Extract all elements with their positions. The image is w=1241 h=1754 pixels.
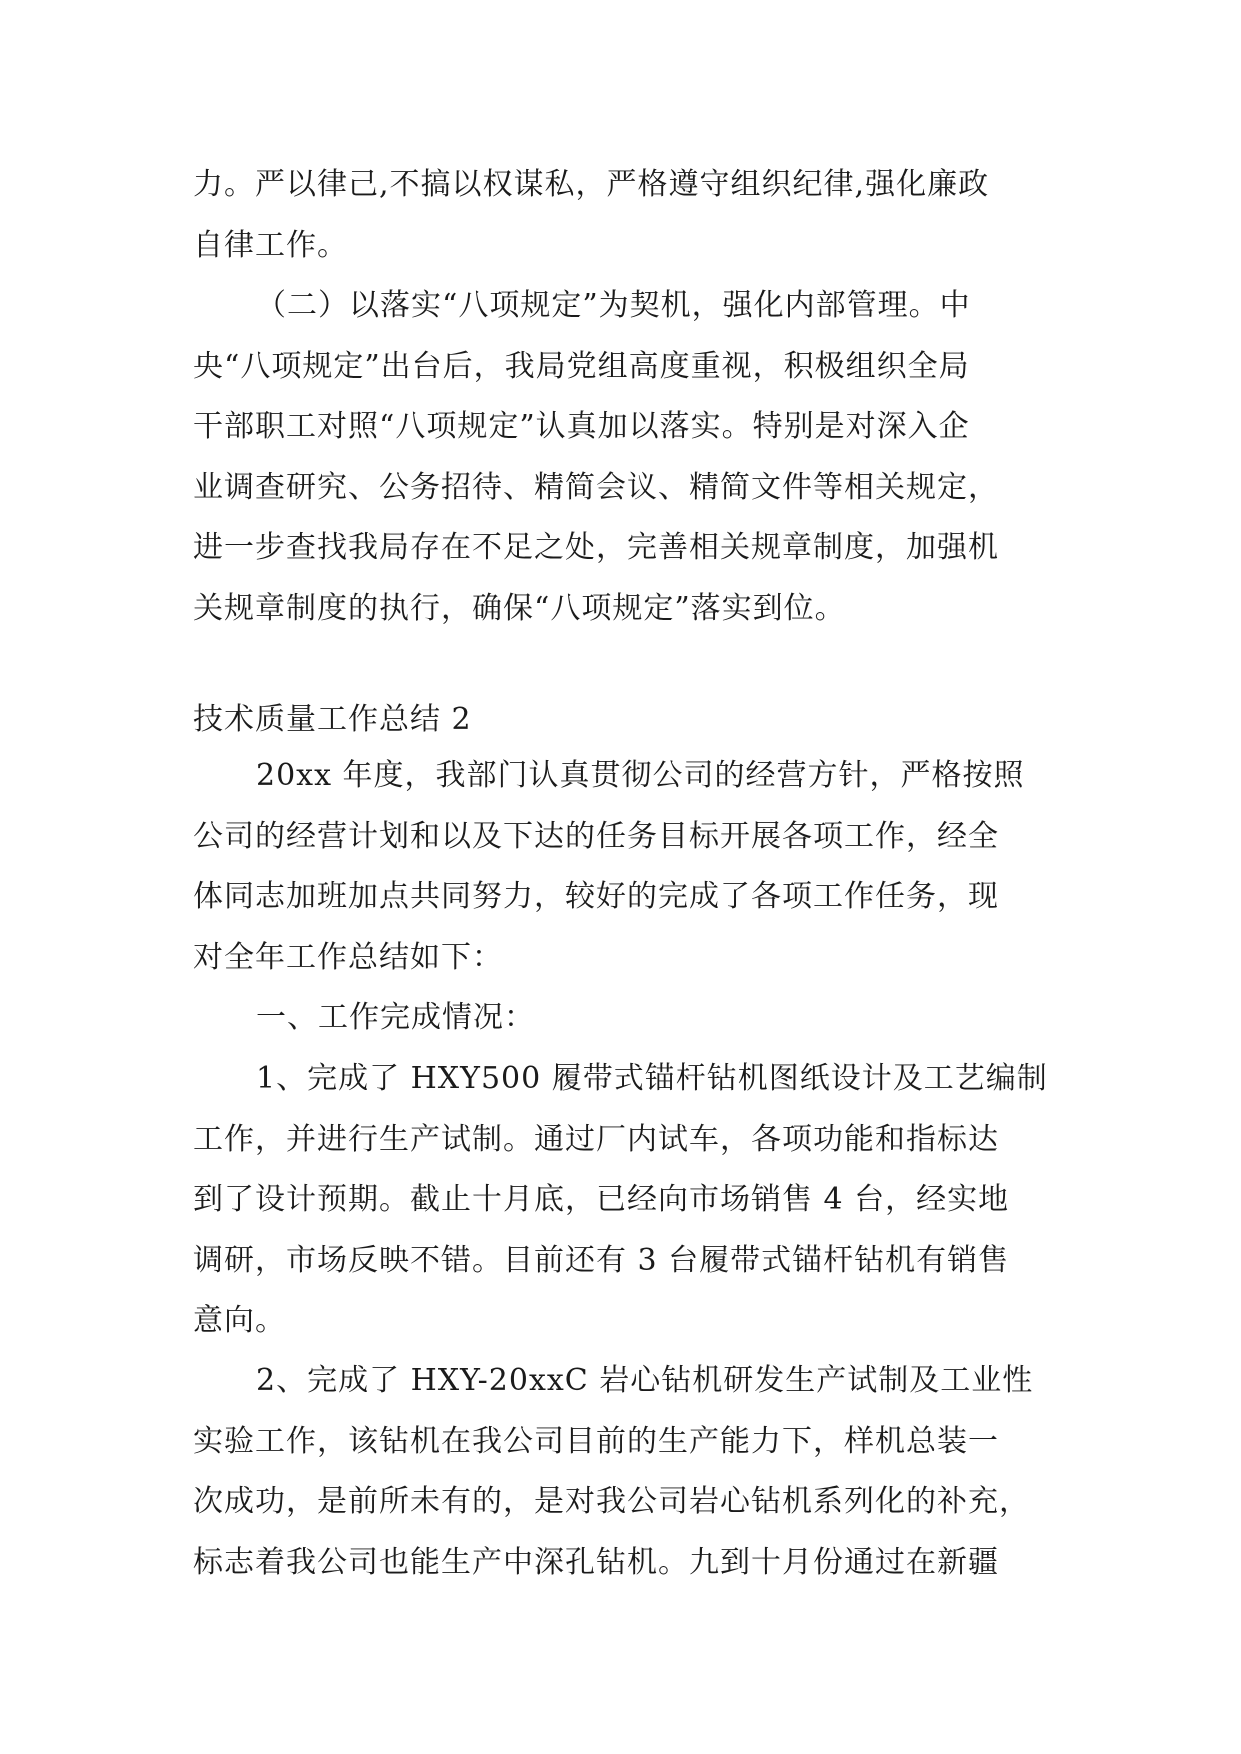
- subsection-title: [193, 988, 1093, 1049]
- paragraph-discipline: [193, 155, 1093, 276]
- text-line: 20xx 年度，我部门认真贯彻公司的经营方针，严格按照: [256, 758, 1025, 793]
- text-line: 力。严以律己,不搞以权谋私，严格遵守组织纪律,强化廉政: [193, 167, 990, 202]
- text-line: 对全年工作总结如下：: [193, 939, 503, 975]
- paragraph-item-one: [193, 1049, 1093, 1352]
- text-line: 干部职工对照“八项规定”认真加以落实。特别是对深入企: [193, 409, 970, 444]
- section-heading: 技术质量工作总结 2: [193, 702, 472, 737]
- text-line: 公司的经营计划和以及下达的任务目标开展各项工作，经全: [193, 818, 999, 854]
- text-line: 体同志加班加点共同努力，较好的完成了各项工作任务，现: [193, 879, 999, 914]
- text-line: 一、工作完成情况：: [256, 1000, 535, 1035]
- paragraph-item-two: [193, 1351, 1093, 1593]
- text-line: 标志着我公司也能生产中深孔钻机。九到十月份通过在新疆: [193, 1544, 999, 1580]
- text-line: 意向。: [193, 1303, 286, 1338]
- text-line: 1、完成了 HXY500 履带式锚杆钻机图纸设计及工艺编制: [256, 1061, 1048, 1096]
- text-line: 关规章制度的执行，确保“八项规定”落实到位。: [193, 590, 846, 626]
- text-line: 工作，并进行生产试制。通过厂内试车，各项功能和指标达: [193, 1121, 999, 1157]
- text-line: 央“八项规定”出台后，我局党组高度重视，积极组织全局: [193, 348, 970, 384]
- text-line: 次成功，是前所未有的，是对我公司岩心钻机系列化的补充，: [193, 1484, 1030, 1519]
- text-line: 实验工作，该钻机在我公司目前的生产能力下，样机总装一: [193, 1423, 999, 1459]
- text-line: 进一步查找我局存在不足之处，完善相关规章制度，加强机: [193, 530, 999, 565]
- text-line: （二）以落实“八项规定”为契机，强化内部管理。中: [256, 288, 971, 323]
- text-line: 到了设计预期。截止十月底，已经向市场销售 4 台，经实地: [193, 1182, 1010, 1217]
- text-line: 业调查研究、公务招待、精简会议、精简文件等相关规定，: [193, 469, 999, 505]
- paragraph-intro: [193, 746, 1093, 988]
- text-line: 自律工作。: [193, 227, 348, 263]
- paragraph-eight-rules: [193, 276, 1093, 639]
- text-line: 调研，市场反映不错。目前还有 3 台履带式锚杆钻机有销售: [193, 1242, 1010, 1278]
- text-line: 2、完成了 HXY-20xxC 岩心钻机研发生产试制及工业性: [256, 1363, 1034, 1398]
